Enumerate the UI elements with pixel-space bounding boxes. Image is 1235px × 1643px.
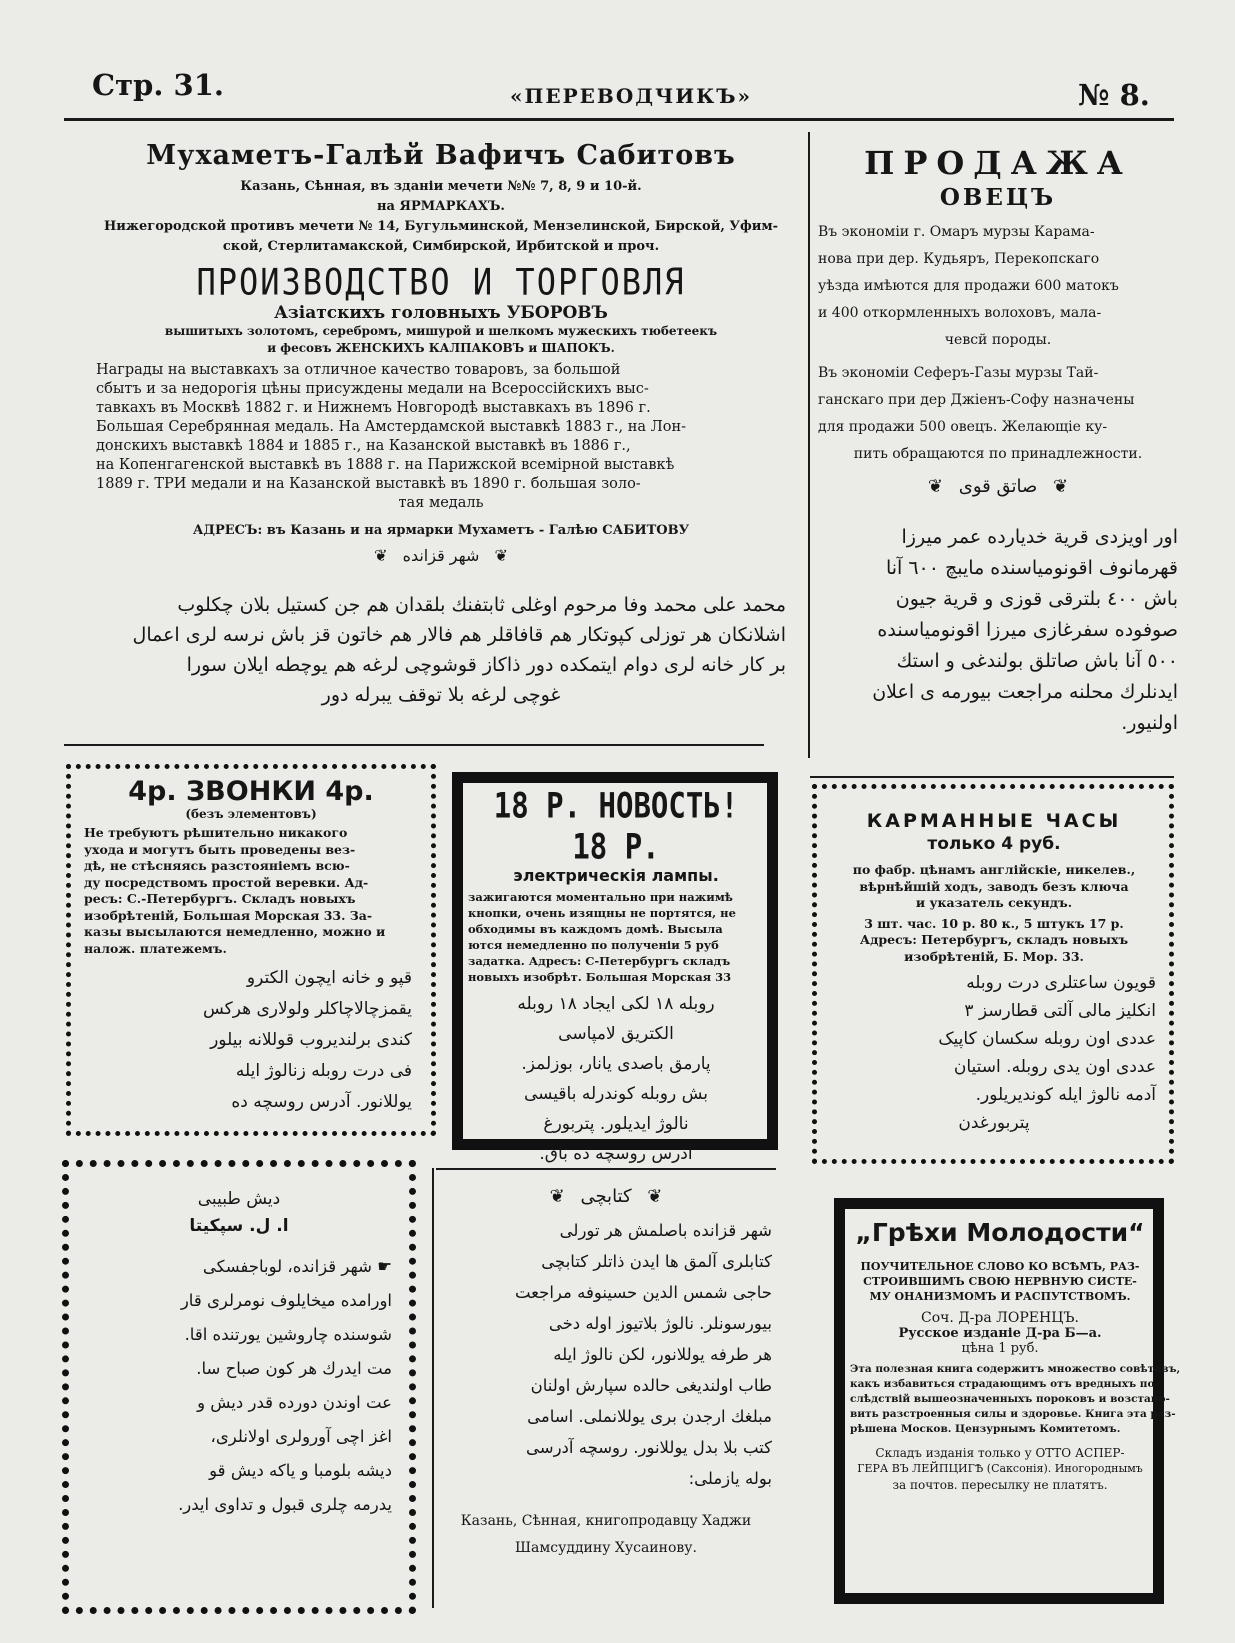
- arabic-line: عت اوندن دورده قدر دیش و: [197, 1393, 392, 1412]
- bells-line: ресъ: С.-Петербургъ. Складъ новыхъ: [84, 891, 356, 906]
- merchant-address: [96, 177, 786, 257]
- arabic-title-text: شهر قزانده: [402, 546, 480, 565]
- bookseller-address: [440, 1508, 772, 1562]
- production-subheading: Азіатскихъ головныхъ УБОРОВЪ: [274, 303, 608, 323]
- book-text-line: Эта полезная книга содержитъ множество совѣтовъ,: [850, 1363, 1181, 1375]
- arabic-line: اغز اچی آورولری اولانلری،: [210, 1427, 392, 1446]
- book-text-line: какъ избавиться страдающимъ отъ вредныхъ по-: [850, 1378, 1159, 1390]
- watch-line: 3 шт. час. 10 р. 80 к., 5 штукъ 17 р.: [864, 915, 1124, 931]
- sheep-text: [818, 219, 1178, 354]
- column-divider-bottom-left: [432, 1168, 434, 1608]
- sub-line: вышитыхъ золотомъ, серебромъ, мишурой и шелкомъ мужескихъ тюбетеекъ: [164, 324, 718, 338]
- merchant-name: Мухаметъ-Галѣй Вафичъ Сабитовъ: [146, 140, 736, 171]
- book-price: цѣна 1 руб.: [961, 1341, 1039, 1356]
- address-line: Нижегородской противъ мечети № 14, Бугульминской, Мензелинской, Бирской, Уфим-: [103, 219, 779, 234]
- bells-subtitle: (безъ элементовъ): [185, 807, 317, 821]
- bells-line: ухода и могутъ быть проведены вез-: [84, 841, 356, 857]
- arabic-line: بش روبله کوندرله باقیسی: [523, 1084, 709, 1104]
- arabic-line: غوچی لرغه بلا توقف یبرله دور: [321, 684, 561, 706]
- lamp-line: обходимы въ каждомъ домѣ. Высыла: [468, 922, 723, 936]
- newspaper-title: «ПЕРЕВОДЧИКЪ»: [510, 84, 753, 108]
- arabic-line: قپو و خانه ایچون الکترو: [246, 968, 412, 988]
- book-edition: Русское изданіе Д-ра Б—а.: [898, 1326, 1102, 1341]
- production-sublines: [96, 323, 786, 357]
- bookseller-ad: [440, 1186, 772, 1562]
- arabic-line: حاجی شمس الدین حسینوفه مراجعت: [514, 1283, 772, 1302]
- awards-line: сбытъ и за недорогія цѣны присуждены медали на Всероссійскихъ выс-: [96, 381, 649, 397]
- dentist-title-line: دیش طبیبی: [197, 1189, 281, 1209]
- arabic-line: مت ایدرك هر کون صباح سا.: [196, 1359, 392, 1378]
- book-footer-line: Складъ изданія только у ОТТО АСПЕР-: [875, 1446, 1125, 1460]
- book-intro-line: СТРОИВШИМЪ СВОЮ НЕРВНУЮ СИСТЕ-: [863, 1275, 1137, 1288]
- arabic-line: روبله ۱۸ لکی ایجاد ۱۸ روبله: [517, 994, 715, 1014]
- arabic-line: طاب اولندیغی حالده سپارش اولنان: [530, 1376, 772, 1395]
- arabic-line: اور اویزدی قریة خدیارده عمر میرزا: [901, 526, 1178, 548]
- bells-line: казы высылаются немедленно, можно и: [84, 924, 386, 939]
- arabic-line: یدرمه چلری قبول و تداوی ایدر.: [178, 1495, 392, 1514]
- ornament-icon: ❦: [374, 546, 388, 565]
- watch-line: Адресъ: Петербургъ, складъ новыхъ: [859, 932, 1129, 947]
- sheep-subtitle: ОВЕЦЪ: [939, 184, 1057, 211]
- dentist-arabic-text: [86, 1250, 392, 1522]
- bells-title: 4р. ЗВОНКИ 4р.: [128, 776, 374, 807]
- sub-line: и фесовъ ЖЕНСКИХЪ КАЛПАКОВЪ и ШАПОКЪ.: [267, 341, 615, 355]
- lamp-line: задатка. Адресъ: С-Петербургъ складъ: [468, 954, 731, 968]
- awards-line: 1889 г. ТРИ медали и на Казанской выставкѣ въ 1890 г. большая золо-: [96, 476, 641, 492]
- arabic-line: هر طرفه یوللانور، لکن نالوژ ایله: [553, 1345, 772, 1364]
- book-text: [850, 1362, 1181, 1437]
- arabic-line: قهرمانوف اقونومیاسنده مایبچ ٦٠٠ آنا: [885, 557, 1178, 579]
- bells-line: дѣ, не стѣсняясь разстояніемъ всю-: [84, 858, 350, 873]
- address-line: на ЯРМАРКАХЪ.: [377, 199, 505, 214]
- sheep-title: ПРОДАЖА: [864, 144, 1132, 182]
- arabic-line: بر كار خانه لری دوام ایتمكده دور ذاكاز قوشوچی لرغه هم یوچطه ایلان سورا: [186, 654, 786, 676]
- arabic-line: صوفوده سفرغازی میرزا اقونومیاسنده: [877, 619, 1178, 641]
- sheep-line: нова при дер. Кудьяръ, Перекопскаго: [818, 251, 1100, 267]
- bells-line: налож. платежемъ.: [84, 940, 227, 956]
- arabic-line-text: شهر قزانده، لوباجفسکی: [202, 1257, 372, 1276]
- lamp-line: зажигаются моментально при нажимѣ: [468, 890, 733, 904]
- bells-arabic-text: [84, 963, 418, 1118]
- dentist-title-line: ا. ل. سپکیتا: [189, 1216, 289, 1236]
- arabic-line: بوله یازملی:: [688, 1469, 772, 1488]
- lamp-ad: [468, 785, 764, 1169]
- address-line: ской, Стерлитамакской, Симбирской, Ирбитской и проч.: [222, 239, 660, 254]
- arabic-line: کندی برلندیروب قوللانه بیلور: [210, 1030, 412, 1050]
- arabic-line: انکلیز مالی آلتی قطارسز ۳: [964, 1001, 1156, 1021]
- lamp-line: ются немедленно по полученіи 5 руб: [468, 938, 719, 952]
- arabic-line: کتب بلا بدل یوللانور. روسچه آدرسی: [526, 1438, 772, 1457]
- sabitov-arabic-text: [96, 590, 786, 710]
- arabic-line: اشلانكان هر توزلی كپوتكار هم قافاقلر هم فالار هم خاتون قز باش نرسه لری اعمال: [132, 624, 786, 646]
- arabic-line: دیشه بلومبا و یاکه دیش قو: [209, 1461, 392, 1480]
- awards-line: Награды на выставкахъ за отличное качество товаровъ, за большой: [96, 362, 621, 378]
- arabic-line: پارمق باصدی یانار، بوزلمز.: [521, 1054, 711, 1074]
- production-heading: ПРОИЗВОДСТВО И ТОРГОВЛЯ: [196, 260, 686, 304]
- page-number: Стр. 31.: [92, 68, 224, 102]
- arabic-line: الکتریق لامپاسی: [558, 1024, 674, 1044]
- issue-number: № 8.: [1078, 78, 1150, 112]
- awards-line: на Копенгагенской выставкѣ въ 1888 г. на Парижской всемірной выставкѣ: [96, 457, 675, 473]
- book-intro-line: ПОУЧИТЕЛЬНОЕ СЛОВО КО ВСѢМЪ, РАЗ-: [860, 1260, 1140, 1273]
- book-footer-line: ГЕРА ВЪ ЛЕЙПЦИГѢ (Саксонія). Иногороднымъ: [857, 1462, 1143, 1475]
- arabic-line: محمد علی محمد وفا مرحوم اوغلی ثابتفنك بلقدان هم جن كستيل بلان چكلوب: [177, 594, 786, 616]
- watch-title: КАРМАННЫЕ ЧАСЫ: [866, 810, 1122, 832]
- arabic-title-text: صاتق قوی: [958, 476, 1038, 497]
- bookseller-title: [440, 1186, 772, 1207]
- bookseller-title-text: كتابچی: [580, 1186, 632, 1207]
- ornament-icon: ❦: [647, 1186, 663, 1207]
- ornament-icon: ❦: [1052, 476, 1069, 497]
- watch-ad: [832, 810, 1156, 1137]
- book-text-line: рѣшена Москов. Цензурнымъ Комитетомъ.: [850, 1423, 1121, 1435]
- arabic-line: ٥٠٠ آنا باش صاتلق بولندغی و استك: [896, 650, 1178, 672]
- sabitov-address: АДРЕСЪ: въ Казань и на ярмарки Мухаметъ - Галѣю САБИТОВУ: [192, 523, 690, 538]
- arabic-line: آدرس روسچه ده باق.: [539, 1144, 693, 1164]
- watch-subtitle: только 4 руб.: [927, 834, 1061, 854]
- awards-text: [96, 361, 786, 513]
- arabic-line: پتربورغدن: [958, 1113, 1030, 1133]
- watch-line: изобрѣтеній, Б. Мор. 33.: [904, 948, 1084, 964]
- dentist-ad: [86, 1186, 392, 1522]
- sheep-line: чевсй породы.: [944, 332, 1052, 348]
- arabic-line: عددی اون روبله سکسان کاپیک: [938, 1029, 1156, 1049]
- watch-line: и указатель секундъ.: [915, 895, 1073, 910]
- address-line: Казань, Сѣнная, книгопродавцу Хаджи: [460, 1513, 752, 1529]
- sheep-line: пить обращаются по принадлежности.: [853, 446, 1143, 462]
- sabitov-arabic-title: [96, 546, 786, 565]
- arabic-line: آدمه نالوژ ایله کوندیریلور.: [975, 1085, 1156, 1105]
- arabic-line: اورامده میخایلوف نومرلری قار: [180, 1291, 392, 1310]
- bells-ad: [84, 776, 418, 1118]
- book-author: Соч. Д-ра ЛОРЕНЦЪ.: [921, 1310, 1079, 1326]
- lamp-line: кнопки, очень изящны не портятся, не: [468, 906, 736, 920]
- bells-line: изобрѣтеній, Большая Морская 33. За-: [84, 907, 373, 923]
- arabic-line: نالوژ ایدیلور. پتربورغ: [543, 1114, 689, 1134]
- bells-line: Не требуютъ рѣшительно никакого: [84, 825, 348, 840]
- book-intro: [850, 1259, 1150, 1304]
- book-ad: [850, 1218, 1181, 1493]
- ornament-icon: ❦: [494, 546, 508, 565]
- pointing-hand-icon: ☛: [377, 1257, 392, 1276]
- header-rule: [64, 118, 1174, 121]
- sheep-line: ганскаго при дер Джіенъ-Софу назначены: [818, 392, 1135, 408]
- awards-line: донскихъ выставкѣ 1884 и 1885 г., на Казанской выставкѣ въ 1886 г.,: [96, 438, 631, 454]
- arabic-line: کتابلری آلمق ها ایدن ذاتلر کتابچی: [541, 1252, 772, 1271]
- bells-line: ду посредствомъ простой веревки. Ад-: [84, 874, 369, 890]
- arabic-line: قویون ساعتلری درت روبله: [966, 973, 1156, 993]
- arabic-line: باش ٤٠٠ بلترقی قوزی و قریة جیون: [895, 588, 1178, 610]
- book-intro-line: МУ ОНАНИЗМОМЪ И РАСПУТСТВОМЪ.: [869, 1290, 1131, 1303]
- arabic-line: ایدنلرك محلنه مراجعت بیورمه ی اعلان: [872, 681, 1178, 703]
- book-title: „Грѣхи Молодости“: [855, 1218, 1145, 1247]
- lamp-line: новыхъ изобрѣт. Большая Морская 33: [468, 970, 732, 984]
- arabic-line: فی درت روبله زنالوژ ایله: [235, 1061, 412, 1081]
- awards-line: Большая Серебрянная медаль. На Амстердамской выставкѣ 1883 г., на Лон-: [96, 419, 687, 435]
- book-footer: [850, 1445, 1150, 1493]
- arabic-line: مبلغك ارجدن بری یوللانملی. اسامی: [527, 1407, 772, 1426]
- watch-text: [832, 862, 1156, 965]
- sheep-line: для продажи 500 овецъ. Желающіе ку-: [818, 419, 1108, 435]
- arabic-line: عددی اون یدی روبله. استیان: [953, 1057, 1156, 1077]
- watch-arabic-text: [832, 969, 1156, 1137]
- watch-line: вѣрнѣйшій ходъ, заводъ безъ ключа: [859, 878, 1129, 894]
- lamp-text: [468, 889, 764, 985]
- awards-line: тая медаль: [398, 495, 484, 511]
- arabic-line: بیورسونلر. نالوژ بلاتیوز اوله دخی: [548, 1314, 772, 1333]
- sheep-line: Въ экономіи Сеферъ-Газы мурзы Тай-: [818, 365, 1099, 381]
- section-rule: [64, 744, 764, 746]
- sheep-ad: [818, 144, 1178, 497]
- dentist-title: [86, 1186, 392, 1240]
- awards-line: тавкахъ въ Москвѣ 1882 г. и Нижнемъ Новгородѣ выставкахъ въ 1896 г.: [96, 400, 651, 416]
- arabic-line: یوللانور. آدرس روسچه ده: [231, 1092, 412, 1112]
- address-line: Казань, Сѣнная, въ зданіи мечети №№ 7, 8, 9 и 10-й.: [240, 179, 642, 194]
- sheep-arabic-text: [810, 522, 1178, 739]
- sheep-text-2: [818, 360, 1178, 468]
- book-footer-line: за почтов. пересылку не платятъ.: [892, 1478, 1108, 1492]
- book-text-line: вить разстроенныя силы и здоровье. Книга эта раз-: [850, 1408, 1176, 1420]
- arabic-line: یقمزچالاچاکلر ولولاری هرکس: [202, 999, 412, 1019]
- sheep-line: Въ экономіи г. Омаръ мурзы Карама-: [818, 224, 1095, 240]
- arabic-line: [86, 1250, 392, 1284]
- arabic-line: اولنیور.: [1121, 712, 1178, 734]
- watch-line: по фабр. цѣнамъ англійскіе, никелев.,: [852, 862, 1136, 877]
- arabic-line: شهر قزانده باصلمش هر تورلی: [559, 1221, 772, 1240]
- book-text-line: слѣдствій вышеозначенныхъ пороковъ и возстано-: [850, 1393, 1170, 1405]
- arabic-line: شوسنده چاروشین یورتنده اقا.: [184, 1325, 392, 1344]
- bookseller-arabic-text: [440, 1215, 772, 1494]
- bells-text: [84, 825, 418, 957]
- sabitov-ad: [96, 140, 786, 565]
- ornament-icon: ❦: [927, 476, 943, 497]
- lamp-arabic-text: [468, 989, 764, 1169]
- lamp-subtitle: электрическія лампы.: [513, 866, 719, 885]
- ornament-icon: ❦: [549, 1186, 565, 1207]
- sheep-line: и 400 откормленныхъ волоховъ, мала-: [818, 305, 1102, 321]
- lamp-title: 18 Р. НОВОСТЬ! 18 Р.: [493, 785, 739, 867]
- address-line: Шамсуддину Хусаинову.: [515, 1540, 697, 1556]
- section-rule-right: [810, 776, 1174, 778]
- sheep-arabic-title: [818, 476, 1178, 497]
- sheep-line: уѣзда имѣются для продажи 600 матокъ: [818, 278, 1119, 294]
